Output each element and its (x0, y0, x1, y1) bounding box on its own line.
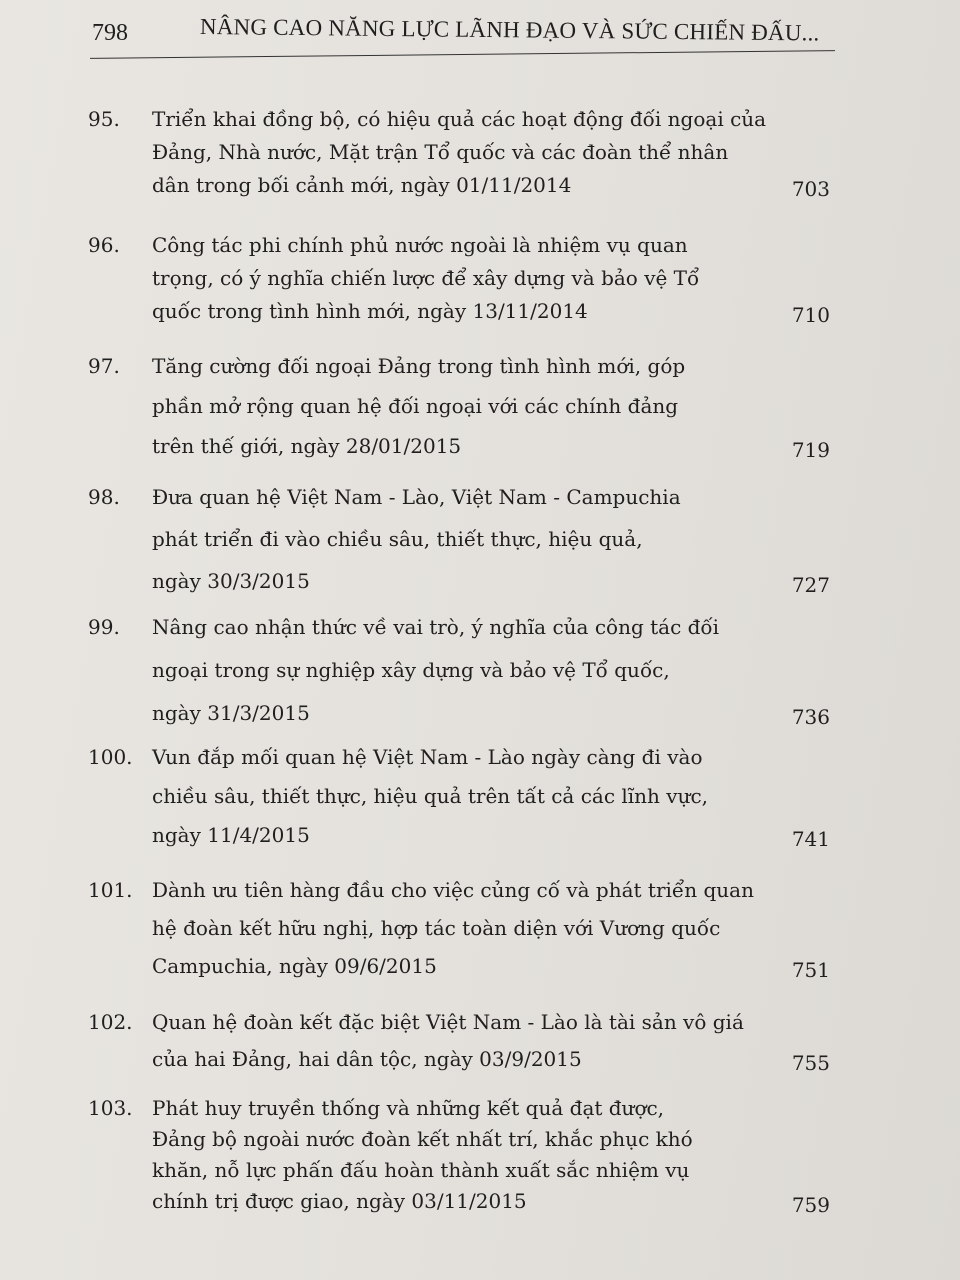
entry-number: 97. (88, 354, 120, 378)
entry-title-line: Đảng bộ ngoài nước đoàn kết nhất trí, khắc phục khó (152, 1127, 693, 1151)
entry-title-line: trọng, có ý nghĩa chiến lược để xây dựng và bảo vệ Tổ (152, 266, 700, 290)
entry-title-line: dân trong bối cảnh mới, ngày 01/11/2014 (152, 173, 572, 197)
header-rule (90, 50, 835, 59)
entry-number: 99. (88, 615, 120, 639)
entry-title (152, 871, 752, 985)
entry-title-line: Công tác phi chính phủ nước ngoài là nhiệm vụ quan (152, 233, 688, 257)
entry-title-line: Campuchia, ngày 09/6/2015 (152, 954, 437, 978)
entry-title-line: ngày 30/3/2015 (152, 569, 310, 593)
entry-page-number: 755 (791, 1051, 830, 1075)
entry-title-line: quốc trong tình hình mới, ngày 13/11/2014 (152, 299, 588, 323)
entry-title (152, 476, 752, 602)
entry-page-number: 741 (791, 827, 830, 851)
entry-title-line: Nâng cao nhận thức về vai trò, ý nghĩa của công tác đối (152, 615, 720, 639)
entry-title (152, 606, 752, 735)
entry-title-line: hệ đoàn kết hữu nghị, hợp tác toàn diện với Vương quốc (152, 916, 721, 940)
entry-title (152, 1004, 752, 1078)
entry-page-number: 703 (791, 177, 830, 201)
entry-title-line: Đưa quan hệ Việt Nam - Lào, Việt Nam - Campuchia (152, 485, 681, 509)
entry-title-line: Phát huy truyền thống và những kết quả đạt được, (152, 1096, 665, 1120)
entry-page-number: 727 (791, 573, 830, 597)
entry-number: 98. (88, 485, 120, 509)
running-title: NÂNG CAO NĂNG LỰC LÃNH ĐẠO VÀ SỨC CHIẾN ĐẤU... (199, 14, 820, 46)
entry-number: 101. (88, 878, 133, 902)
entry-title-line: Tăng cường đối ngoại Đảng trong tình hình mới, góp (152, 354, 686, 378)
page-number: 798 (92, 20, 128, 46)
entry-title-line: Vun đắp mối quan hệ Việt Nam - Lào ngày càng đi vào (152, 745, 703, 769)
entry-title (152, 103, 767, 202)
entry-number: 100. (88, 745, 133, 769)
entry-title-line: Đảng, Nhà nước, Mặt trận Tổ quốc và các đoàn thể nhân (152, 140, 729, 164)
entry-title (152, 229, 752, 328)
entry-number: 103. (88, 1096, 133, 1120)
entry-title-line: Triển khai đồng bộ, có hiệu quả các hoạt động đối ngoại của (152, 107, 767, 131)
entry-title-line: ngày 11/4/2015 (152, 823, 310, 847)
entry-number: 96. (88, 233, 120, 257)
entry-number: 95. (88, 107, 120, 131)
entry-title (152, 738, 752, 855)
entry-title-line: phần mở rộng quan hệ đối ngoại với các chính đảng (152, 394, 679, 418)
entry-title-line: ngày 31/3/2015 (152, 701, 310, 725)
entry-title-line: Dành ưu tiên hàng đầu cho việc củng cố và phát triển quan (152, 878, 754, 902)
entry-title-line: chiều sâu, thiết thực, hiệu quả trên tất cả các lĩnh vực, (152, 784, 709, 808)
entry-title (152, 346, 752, 466)
entry-title-line: trên thế giới, ngày 28/01/2015 (152, 434, 462, 458)
entry-page-number: 759 (791, 1193, 830, 1217)
entry-title-line: khăn, nỗ lực phấn đấu hoàn thành xuất sắc nhiệm vụ (152, 1158, 690, 1182)
entry-title-line: của hai Đảng, hai dân tộc, ngày 03/9/2015 (152, 1047, 582, 1071)
entry-page-number: 751 (791, 958, 830, 982)
entry-page-number: 736 (791, 705, 830, 729)
entry-title-line: phát triển đi vào chiều sâu, thiết thực, hiệu quả, (152, 527, 643, 551)
entry-title (152, 1093, 752, 1217)
entry-title-line: ngoại trong sự nghiệp xây dựng và bảo vệ Tổ quốc, (152, 658, 670, 682)
entry-page-number: 719 (791, 438, 830, 462)
entry-page-number: 710 (791, 303, 830, 327)
entry-number: 102. (88, 1010, 133, 1034)
entry-title-line: Quan hệ đoàn kết đặc biệt Việt Nam - Lào là tài sản vô giá (152, 1010, 744, 1034)
entry-title-line: chính trị được giao, ngày 03/11/2015 (152, 1189, 527, 1213)
